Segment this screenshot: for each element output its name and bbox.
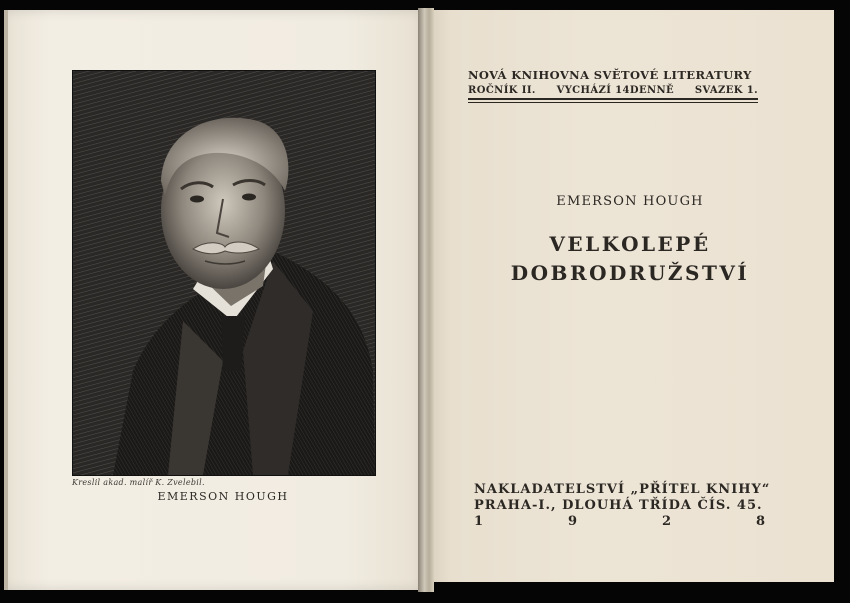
series-issue: SVAZEK 1.: [694, 85, 758, 96]
series-volume: ROČNÍK II.: [468, 85, 536, 96]
page-edge: [4, 10, 8, 590]
title-page: [426, 10, 834, 582]
year-digit: 9: [567, 514, 579, 529]
illustrator-credit: Kreslil akad. malíř K. Zvelebil.: [72, 478, 205, 487]
publisher-address: PRAHA-I., DLOUHÁ TŘÍDA ČÍS. 45.: [474, 498, 763, 513]
book-title-line-1: VELKOLEPÉ: [549, 232, 711, 256]
book-title: [426, 230, 834, 288]
portrait-engraving: [72, 70, 376, 476]
book-gutter: [418, 8, 434, 592]
header-rule-thin: [468, 102, 758, 103]
publisher-imprint: [474, 482, 774, 530]
publication-year: [474, 514, 766, 530]
portrait-caption: EMERSON HOUGH: [157, 490, 289, 503]
portrait-illustration: [73, 71, 375, 475]
year-digit: 2: [661, 514, 673, 529]
left-page: [8, 10, 428, 590]
year-digit: 8: [755, 514, 766, 529]
year-digit: 1: [474, 514, 485, 529]
header-rule-thick: [468, 98, 758, 100]
series-title: NOVÁ KNIHOVNA SVĚTOVÉ LITERATURY: [468, 68, 752, 82]
book-title-line-2: DOBRODRUŽSTVÍ: [510, 261, 750, 285]
series-details: [468, 85, 758, 96]
series-frequency: VYCHÁZÍ 14DENNĚ: [556, 85, 675, 96]
publisher-name: NAKLADATELSTVÍ „PŘÍTEL KNIHY“: [474, 482, 771, 497]
series-header: [468, 68, 758, 103]
book-author: EMERSON HOUGH: [556, 194, 704, 209]
